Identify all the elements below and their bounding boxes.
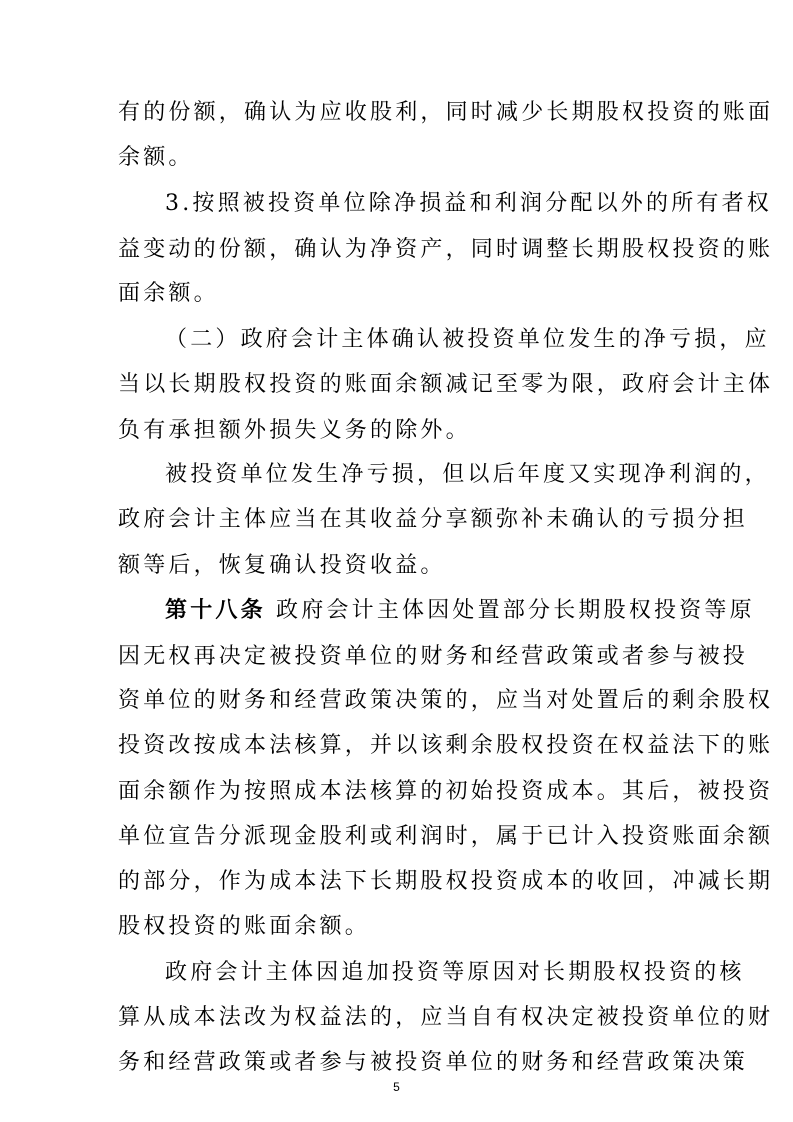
text-line: 额等后，恢复确认投资收益。 — [118, 553, 446, 578]
text-line: 股权投资的账面余额。 — [118, 914, 371, 939]
text-line: 余额。 — [118, 145, 194, 170]
text-line: 政府会计主体应当在其收益分享额弥补未确认的亏损分担 — [118, 507, 749, 532]
text-line: （二）政府会计主体确认被投资单位发生的净亏损，应 — [165, 327, 770, 352]
text-line: 被投资单位发生净亏损，但以后年度又实现净利润的， — [165, 462, 770, 487]
text-line: 因无权再决定被投资单位的财务和经营政策或者参与被投 — [118, 644, 749, 669]
article-first-line — [165, 598, 755, 624]
article-heading-spacer — [266, 598, 276, 623]
text-line: 投资改按成本法核算，并以该剩余股权投资在权益法下的账 — [118, 733, 774, 758]
text-line: 有的份额，确认为应收股利，同时减少长期股权投资的账面 — [118, 100, 774, 125]
text-line: 单位宣告分派现金股利或利润时，属于已计入投资账面余额 — [118, 824, 774, 849]
text-line: 的部分，作为成本法下长期股权投资成本的收回，冲减长期 — [118, 869, 774, 894]
text-line: 面余额作为按照成本法核算的初始投资成本。其后，被投资 — [118, 779, 774, 804]
page-number: 5 — [393, 1080, 400, 1094]
text-line: 当以长期股权投资的账面余额减记至零为限，政府会计主体 — [118, 372, 774, 397]
article-heading: 第十八条 — [165, 598, 266, 623]
text-line: 务和经营政策或者参与被投资单位的财务和经营政策决策 — [118, 1050, 749, 1075]
text-line: 负有承担额外损失义务的除外。 — [118, 418, 471, 443]
text-line: 3.按照被投资单位除净损益和利润分配以外的所有者权 — [165, 191, 772, 216]
text-line: 政府会计主体因处置部分长期股权投资等原 — [276, 598, 755, 623]
text-line: 算从成本法改为权益法的，应当自有权决定被投资单位的财 — [118, 1005, 774, 1030]
text-line: 政府会计主体因追加投资等原因对长期股权投资的核 — [165, 960, 745, 985]
text-line: 益变动的份额，确认为净资产，同时调整长期股权投资的账 — [118, 237, 774, 262]
text-line: 资单位的财务和经营政策决策的，应当对处置后的剩余股权 — [118, 688, 774, 713]
text-line: 面余额。 — [118, 281, 219, 306]
